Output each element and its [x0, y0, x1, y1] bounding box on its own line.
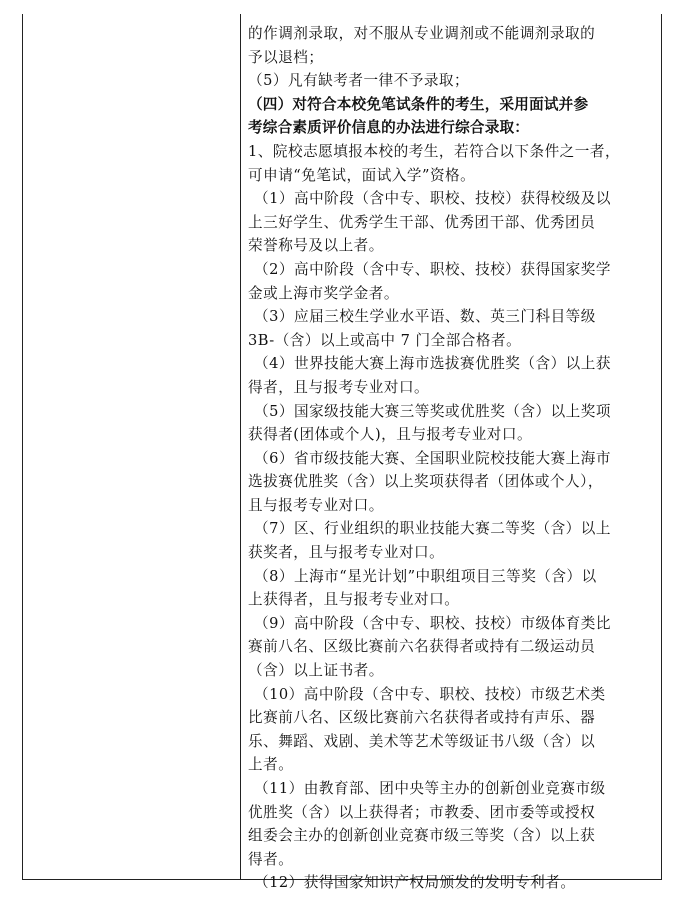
- text-line: 选拔赛优胜奖（含）以上奖项获得者（团体或个人），: [248, 473, 603, 491]
- text-line: （12）获得国家知识产权局颁发的发明专利者。: [254, 874, 576, 892]
- text-line: 乐、舞蹈、戏剧、美术等艺术等级证书八级（含）以: [248, 732, 596, 750]
- text-line: 优胜奖（含）以上获得者；市教委、团市委等或授权: [248, 803, 596, 821]
- text-line: 的作调剂录取，对不服从专业调剂或不能调剂录取的: [248, 25, 596, 42]
- text-line: 获得者(团体或个人)，且与报考专业对口。: [248, 426, 533, 444]
- text-line: 1、院校志愿填报本校的考生，若符合以下条件之一者，: [248, 142, 621, 160]
- text-line: （9）高中阶段（含中专、职校、技校）市级体育类比: [254, 614, 611, 632]
- text-line: （8）上海市“星光计划”中职组项目三等奖（含）以: [254, 567, 597, 585]
- text-line: （含）以上证书者。: [248, 662, 384, 680]
- text-line: 比赛前八名、区级比赛前六名获得者或持有声乐、器: [248, 709, 596, 727]
- table-left-column: [23, 14, 241, 879]
- text-line: 上获得者，且与报考专业对口。: [248, 591, 460, 609]
- table-right-column: [241, 14, 661, 892]
- text-line: （10）高中阶段（含中专、职校、技校）市级艺术类: [254, 685, 606, 703]
- bold-heading-line: （四）对符合本校免笔试条件的考生，采用面试并参: [248, 95, 589, 113]
- text-line: 赛前八名、区级比赛前六名获得者或持有二级运动员: [248, 638, 596, 656]
- text-line: （3）应届三校生学业水平语、数、英三门科目等级: [254, 308, 596, 326]
- text-line: （1）高中阶段（含中专、职校、技校）获得校级及以: [254, 190, 611, 208]
- text-line: （5）国家级技能大赛三等奖或优胜奖（含）以上奖项: [254, 402, 611, 420]
- text-line: 上三好学生、优秀学生干部、优秀团干部、优秀团员: [248, 213, 596, 231]
- text-line: （2）高中阶段（含中专、职校、技校）获得国家奖学: [254, 260, 611, 278]
- text-line: 金或上海市奖学金者。: [248, 284, 399, 302]
- text-line: 得者，且与报考专业对口。: [248, 378, 430, 396]
- text-line: 且与报考专业对口。: [248, 496, 384, 514]
- text-line: 予以退档；: [248, 48, 324, 66]
- text-line: （6）省市级技能大赛、全国职业院校技能大赛上海市: [254, 449, 611, 467]
- text-line: 3B-（含）以上或高中 7 门全部合格者。: [248, 331, 522, 349]
- text-line: （11）由教育部、团中央等主办的创新创业竞赛市级: [254, 780, 606, 797]
- text-line: （5）凡有缺考者一律不予录取；: [248, 72, 470, 90]
- document-table: [22, 14, 662, 892]
- text-line: 得者。: [248, 850, 294, 868]
- text-line: 获奖者，且与报考专业对口。: [248, 544, 445, 562]
- bold-heading-line: 考综合素质评价信息的办法进行综合录取：: [248, 119, 530, 137]
- text-line: （4）世界技能大赛上海市选拔赛优胜奖（含）以上获: [254, 355, 611, 373]
- text-line: 荣誉称号及以上者。: [248, 237, 384, 255]
- text-line: 可申请“免笔试，面试入学”资格。: [248, 166, 476, 184]
- text-line: 组委会主办的创新创业竞赛市级三等奖（含）以上获: [248, 827, 596, 845]
- text-line: 上者。: [248, 756, 294, 774]
- text-line: （7）区、行业组织的职业技能大赛二等奖（含）以上: [254, 520, 611, 538]
